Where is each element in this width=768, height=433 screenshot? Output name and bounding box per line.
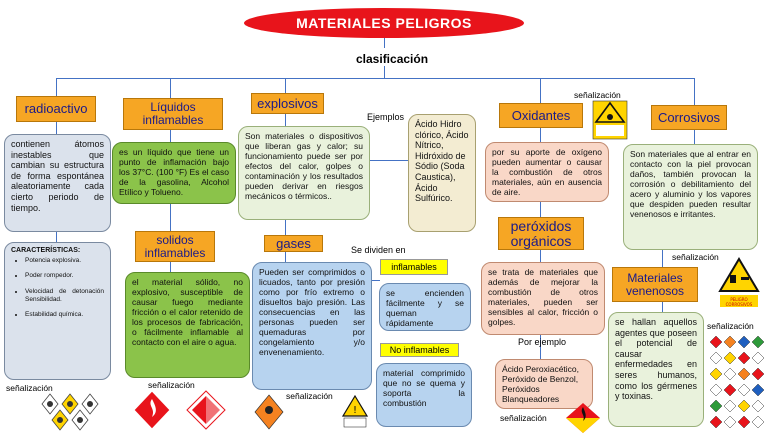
category-oxidantes: Oxidantes (499, 103, 583, 128)
senalizacion-label: señalización (707, 321, 754, 331)
connector (540, 202, 541, 217)
connector (170, 203, 171, 231)
gases-inflamables-tag: inflamables (380, 259, 448, 275)
oxidizer-sign-icon (592, 100, 628, 140)
category-explosivos: explosivos (251, 93, 324, 114)
svg-text:!: ! (352, 405, 358, 416)
connector (662, 250, 663, 267)
peroxide-sign-icon (564, 402, 602, 433)
senalizacion-label: señalización (148, 380, 195, 390)
connector (285, 114, 286, 126)
connector (384, 66, 385, 78)
connector (285, 252, 286, 262)
category-venenosos: Materiales venenosos (612, 267, 698, 302)
flammable-sign-icon (132, 390, 238, 430)
description-oxidantes: por su aporte de oxígeno pueden aumentar o causar la combustión de otros materiales, aún en ausencia de aire. (485, 142, 609, 202)
category-radioactivo: radioactivo (16, 96, 96, 122)
caracteristicas-box (4, 242, 111, 380)
senalizacion-label: señalización (672, 252, 719, 262)
category-gases: gases (264, 235, 323, 252)
svg-text:PELIGRO: PELIGRO (730, 297, 748, 302)
gases-inflamables-desc: se encienden fácilmente y se queman rápidamente (379, 283, 471, 331)
gas-warning-sign-icon (342, 394, 368, 428)
gases-no-inflamables-desc: material comprimido que no se quema y soporta la combustión (376, 363, 472, 427)
connector (384, 38, 385, 48)
connector (540, 78, 541, 103)
description-explosivos: Son materiales o dispositivos que liberan gas y calor; su funcionamiento puede ser por efectos del calor, golpes o contaminación y los resultados pueden derivar en riesgos mecánicos o térmicos.. (238, 126, 370, 220)
svg-text:CORROSIVOS: CORROSIVOS (725, 302, 753, 307)
description-liquidos: es un líquido que tiene un punto de inflamación bajo los 37°C. (100 °F) Es el caso de la gasolina, Alcohol Etílico y Tolueno. (112, 142, 236, 204)
radioactive-sign-icon (40, 392, 116, 432)
ejemplos-label: Ejemplos (367, 112, 405, 122)
connector (540, 128, 541, 142)
senalizacion-label: señalización (574, 90, 621, 100)
senalizacion-label: señalización (6, 383, 53, 393)
por-ejemplo-label: Por ejemplo (518, 337, 567, 347)
clasificacion-label: clasificación (356, 52, 429, 66)
connector (694, 130, 695, 144)
hazard-signs-grid-icon (708, 334, 764, 430)
connector (372, 280, 380, 281)
description-gases: Pueden ser comprimidos o licuados, tanto por presión como por frío extremo o disueltos bajo presión. Las consecuencias en las personas pueden ser quemaduras por congelamiento y/o envenenamiento. (252, 262, 372, 390)
senalizacion-label: señalización (500, 413, 547, 423)
connector (662, 302, 663, 312)
ejemplos-box: Ácido Hidro clórico, Ácido Nítrico, Hidróxido de Sódio (Soda Caustica), Ácido Sulfúrico. (408, 114, 476, 232)
description-corrosivos: Son materiales que al entrar en contacto con la piel provocan daños, también provocan la corrosión o debilitamiento del acero y aluminio y los vapores que despiden pueden resultar venenosos e irritantes. (623, 144, 758, 250)
connector (170, 78, 171, 98)
connector (285, 78, 286, 93)
connector (56, 78, 694, 79)
connector (56, 78, 57, 96)
description-solidos: el material sólido, no explosivo, susceptible de causar fuego mediante fricción o el calor retenido de los procesos de fabricación, o fácilmente inflamable al contacto con el aire o agua. (125, 272, 250, 378)
connector (370, 160, 408, 161)
category-liquidos: Líquidos inflamables (123, 98, 223, 130)
description-peroxidos: se trata de materiales que además de mejorar la combustión de otros materiales, pueden ser sensibles al calor, fricción o golpes. (481, 262, 605, 335)
caracteristica-item: • Estabilidad química. (25, 311, 104, 319)
gases-no-inflamables-tag: No inflamables (380, 343, 459, 357)
connector (285, 220, 286, 235)
caracteristica-item: • Velocidad de detonación Sensibilidad. (25, 288, 104, 304)
por-ejemplo-box: Ácido Peroxiacético, Peróxido de Benzol, Peróxidos Blanqueadores (495, 359, 593, 409)
category-peroxidos: peróxidos orgánicos (498, 217, 584, 250)
page-title: MATERIALES PELIGROS (244, 8, 524, 38)
connector (56, 122, 57, 134)
description-radioactivo: contienen átomos inestables que cambian su estructura de forma espontánea aleatoriamente cada cierto periodo de tiempo. (4, 134, 111, 232)
connector (170, 262, 171, 272)
caracteristica-item: • Poder rompedor. (25, 272, 104, 280)
caracteristica-item: • Potencia explosiva. (25, 257, 104, 265)
connector (170, 130, 171, 142)
corrosive-sign-icon (718, 257, 760, 309)
connector (56, 232, 57, 242)
description-venenosos: se hallan aquellos agentes que poseen el potencial de causar enfermedades en seres humanos, como los gérmenes y toxinas. (608, 312, 704, 427)
se-dividen-label: Se dividen en (351, 245, 406, 255)
senalizacion-label: señalización (286, 391, 333, 401)
caracteristicas-heading: CARACTERÍSTICAS: (11, 247, 81, 254)
connector (694, 78, 695, 105)
category-solidos: solidos inflamables (135, 231, 215, 262)
explosive-sign-icon (254, 394, 284, 430)
category-corrosivos: Corrosivos (651, 105, 727, 130)
connector (540, 250, 541, 262)
